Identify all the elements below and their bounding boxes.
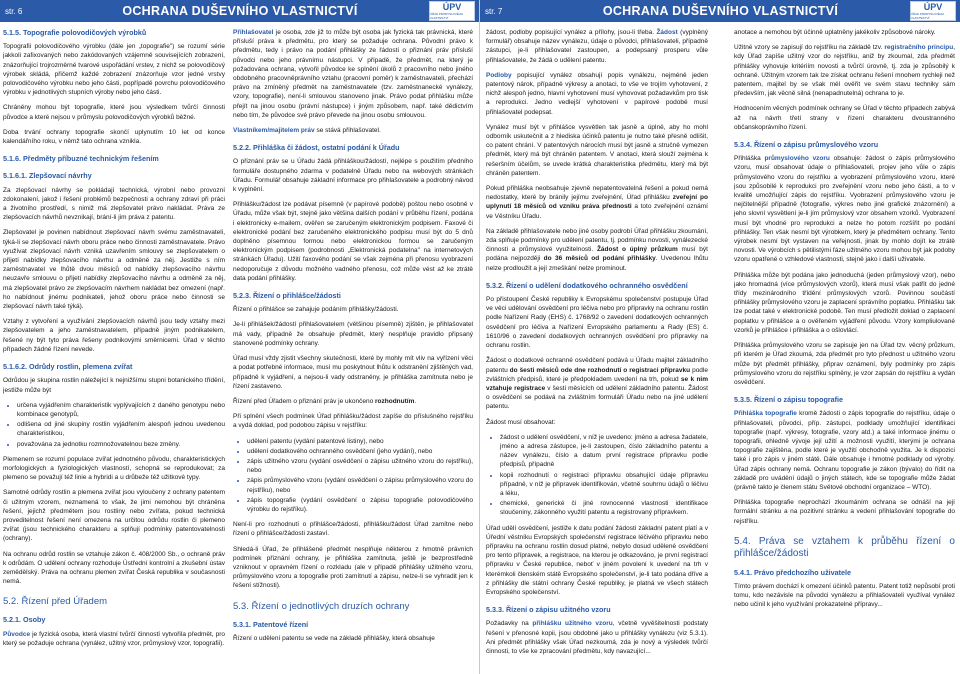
paragraph: Řízení před Úřadem o přiznání práv je ukončeno rozhodnutím. — [233, 397, 417, 405]
upv-logo — [910, 1, 956, 21]
paragraph: Při splnění všech podmínek Úřad přihlášku/žádost zapíše do příslušného rejstříku a vydá doklad, pod podobou zápisu v rejstříku: — [233, 413, 473, 430]
paragraph: Přihláška průmyslového vzoru se zapisuje jen na Úřad tzv. věcný průzkum, při kterém je Úřad zkoumá, zda předmět pro tyto přednost u užitného vzoru může být předmět přihlášky, připrav oznámení, byly podmínky pro zápis průmyslového vzoru do rejstříku splněny, je vzor zapsán do rejstříku a vydán osvědčení. — [734, 342, 955, 386]
column-1 — [486, 28, 708, 672]
paragraph: Úřad musí vždy zjistit všechny skutečnosti, které by mohly mít vliv na vyřízení věci a podat potřebné informace, musí mu poskytnout lhůtu k odstranění zjištěných vad, případně k vyjádření, a nejsou-li vady odstraněny, je přihláška zamítnuta nebo je řízení zastaveno. — [233, 355, 473, 390]
paragraph: Řízení o přihlášce se zahajuje podáním přihlášky/žádosti. — [233, 306, 399, 314]
section-heading: 5.2.3. Řízení o přihlášce/žádosti — [233, 291, 341, 301]
header-title: OCHRANA DUŠEVNÍHO VLASTNICTVÍ — [602, 4, 839, 18]
bullet-list — [3, 401, 225, 449]
paragraph: Za zlepšovací návrhy se pokládají technická, výrobní nebo provozní zdokonalení, jakož i řešení problémů bezpečnosti a ochrany zdraví při práci a životního prostředí, s nimiž má zlepšovatel právo nakládat. Práva ze zlepšovacích návrhů nevznikají, brání-li jim práva z patentu. — [3, 186, 225, 222]
paragraph: anotace a nemohou být účinně uplatněny jakékoliv způsobové nároky. — [734, 29, 936, 36]
chapter-heading: 5.3. Řízení o jednotlivých druzích ochrany — [233, 600, 410, 612]
paragraph: Přihláška topografie kromě žádosti o zápis topografie do rejstříku, údaje o přihlašovateli, původci, příp. zástupci, podklady umožňující identifikaci topografie (např. výkresy, fotografie, vzory atd.) a také informace jinému o topografii, ohledně vývoje její užití a možnosti využití, kterými je ochrana topografie zajištěna, podle které je využití obchodně využita. Je k dispozici také i pro zápis v jiném státě. Dále obsahuje i hmotné podklady od výroby. Úřad zápis ochrany nemá. Ochranu topografie je zákon (bývalo) do řídit na základě pro uvádění údajů o jiných státech, kde se topografie může žádat (právně takto je členem státu Světové obchodní organizace – WTO). — [734, 410, 955, 491]
paragraph: Přihláška může být podána jako jednoduchá (jeden průmyslový vzor), nebo jako hromadná (více průmyslových vzorů), která musí však patřit do jedné třídy mezinárodního třídění průmyslových vzorů. Povinnou součástí přihlášky průmyslového vzoru je zaplacení správního poplatku. Přihlášku tak lze podat také v elektronické podobě. Ten musí předložit doklad o zaplacení poplatku v přihlášce a o ověřeném vyjádření původu. Vzory kompliulované vzorků je přihlášce i přihláška a o ošlovlácí. — [734, 271, 955, 334]
page-number: str. 7 — [485, 6, 503, 16]
header-title: OCHRANA DUŠEVNÍHO VLASTNICTVÍ — [122, 4, 358, 18]
section-heading: 5.1.5. Topografie polovodičových výrobků — [3, 28, 147, 37]
page-header — [480, 0, 960, 22]
list-item: • považována za jednotku rozmnožovatelnou beze změny. — [17, 440, 225, 449]
section-heading: 5.3.4. Řízení o zápisu průmyslového vzoru — [734, 140, 879, 150]
list-item: • zápis užitného vzoru (vydání osvědčení o zápisu užitného vzoru do rejstříku), nebo — [247, 457, 473, 475]
chapter-heading: 5.2. Řízení před Úřadem — [3, 596, 108, 608]
bullet-list — [233, 437, 473, 515]
page-number: str. 6 — [5, 6, 23, 16]
list-item: • udělení dodatkového ochranného osvědčení (jeho vydání), nebo — [247, 447, 473, 456]
paragraph: Je-li přihlášek/žádostí přihlašovatelem (většinou písemně) zjištěn, je přihlašovatel má vady, případně že obsahuje předmět, který nesplňuje pravidlo připsaný stanovené podmínky ochrany. — [233, 321, 473, 347]
paragraph: Užitné vzory se zapisují do rejstříku na základě tzv. registračního principu, kdy Úřad zapíše užitný vzor do rejstříku, aniž by zkoumal, zda předmět přihlášky vyhovuje kritériím novosti a tvůrčí úrovně, tj. zda je způsobilý k ochraně. Užitným vzorem tak lze získat ochranu řešení mnohem rychleji než patentem, majitel by se však měl ověřit ve svém stavu techniky sám především, jak věcně silná (nenapadnutelná) ochrana to je. — [734, 44, 955, 98]
column-1 — [3, 28, 225, 672]
section-heading: 5.1.6.2. Odrůdy rostlin, plemena zvířat — [3, 362, 133, 372]
chapter-heading: 5.4. Práva se vztahem k průběhu řízení o přihlášce/žádosti — [734, 535, 955, 559]
paragraph: Původce je fyzická osoba, která vlastní tvůrčí činností vytvořila předmět, pro který se požaduje ochrana (vynález, užitný vzor, průmyslový vzor, topografii). — [3, 630, 225, 647]
section-heading: 5.3.5. Řízení o zápisu topografie — [734, 395, 844, 405]
paragraph: Odrůdou je skupina rostlin náležející k nejnižšímu stupni botanického třídění, jestliže může být — [3, 377, 225, 394]
column-2 — [233, 28, 473, 672]
paragraph: Požadavky na přihlášku užitného vzoru, včetně vyvěšitelnosti podstaty řešení v přenosné kopii, jsou obdobné jako u přihlášky vynálezu (viz 5.3.1). Ani předmět přihlášky však Úřad nezkoumá, zda je nový a výsledek tvůrčí činnosti, to vše ke zpracování předmětu, kdy navazující... — [486, 620, 708, 655]
section-heading: 5.2.2. Přihláška či žádost, ostatní podání k Úřadu — [233, 143, 400, 153]
paragraph: Doba trvání ochrany topografie skončí uplynutím 10 let od konce kalendářního roku, v němž tato ochrana vznikla. — [3, 128, 225, 146]
list-item: • chemické, generické či jiné rovnocenné vlastnosti identifikace sloučeniny, zákonného využití patentu a registrovaný přípravkem. — [500, 499, 708, 517]
list-item: • zápis topografie (vydání osvědčení o zápisu topografie polovodičového výrobku do rejstříku). — [247, 496, 473, 514]
page-header — [0, 0, 479, 22]
paragraph: Hodnocením věcných podmínek ochrany se Úřad v těchto případech zabývá až na návrh třetí strany v řízení charakteru dvoustranného občanskoprávního řízení. — [734, 105, 955, 131]
paragraph: Topografii polovodičového výrobku (dále jen „topografie") se rozumí série jakkoli zafixovaných nebo zakódovaných vzájemně souvisejících zobrazení, znázorňující trojrozměrné tvarové uspořádání vrstev, z nichž se polovodičový výrobek skládá, přičemž každé zobrazení znázorňuje vzor jedné vrstvy polovodičového výrobku nebo jeho části, popřípadě povrchu polovodičového výrobku v jednotlivých stupních výroby nebo jeho části. — [3, 43, 225, 97]
paragraph: Samotné odrůdy rostlin a plemena zvířat jsou vyloučeny z ochrany patentem či užitným vzorem, neznamená to však, že jimi nemohou být chráněna řešení, jejichž předmětem jsou rostliny nebo zvířata, pokud technická proveditelnost řešení není omezena na určitou odrůdu rostlin či plemeno zvířat (jsou technického charakteru a splňují podmínky patentovatelnosti (ochrany). — [3, 489, 225, 543]
paragraph: Vlastníkem/majitelem práv se stává přihlašovatel. — [233, 127, 381, 135]
list-item: • udělení patentu (vydání patentové listiny), nebo — [247, 437, 473, 446]
paragraph: Plemenem se rozumí populace zvířat jednotného původu, charakteristických morfologických a fyziologických vlastností, schopná se reprodukovat; za plemeno se považují též linie a hybridi a u drůbeže též užitkové typy. — [3, 455, 225, 482]
paragraph: Úřad udělí osvědčení, jestliže k datu podání žádosti základní patent platí a v Úřední věstníku Evropských společenství registrace léčivého přípravku nebo přípravku na ochranu rostlin dosud platné, nebylo dosud udělené osvědčení pro tento přípravek, a registrace, na kterou je odkazováno, je první registrací přípravku v České republice, neboť v jiném povolení k uvedení na trh v kterémkoli členském státě Evropského společenství, je-li tato podána dříve a z přihlášky dle státní ochrany České republiky, je platná ve všech státech Evropského společenství. — [486, 524, 708, 596]
paragraph: Přihláška topografie neprochází zkoumáním ochrana se odnáší na její formální stránku a na pozitivní stránku a vedení přihlašování topografie do rejstříku. — [734, 499, 955, 525]
section-heading: 5.1.6.1. Zlepšovací návrhy — [3, 171, 92, 181]
upv-logo — [429, 1, 475, 21]
page-7 — [480, 0, 960, 674]
list-item: • odlišena od jiné skupiny rostlin vyjádřením alespoň jednou uvedenou charakteristikou, — [17, 420, 225, 438]
paragraph: Není-li pro rozhodnutí o přihlášce/žádosti, přihlášku/žádost Úřad zamítne nebo řízení o přihlášce/žádosti zastaví. — [233, 521, 473, 538]
paragraph: O přiznání práv se u Úřadu žádá přihláškou/žádostí, nejlépe s použitím předního formuláře dostupného zdarma v podatelně Úřadu nebo na webových stránkách Úřadu. Formulář obsahuje základní informace pro přihlašovatele a podrobný návod k vyplnění. — [233, 158, 473, 194]
list-item: • zápis průmyslového vzoru (vydání osvědčení o zápisu průmyslového vzoru do rejstříku), nebo — [247, 476, 473, 494]
paragraph: Tímto právem dochází k omezení účinků patentu. Patent totiž nepůsobí proti tomu, kdo nezávisle na původci vynálezu a přihlašovateli využíval vynález nebo učinil k jeho využívání prokazatelné přípravy... — [734, 582, 955, 609]
list-item: • určena vyjádřením charakteristik vyplývajících z daného genotypu nebo kombinace genotypů, — [17, 401, 225, 419]
section-heading: 5.3.1. Patentové řízení — [233, 619, 309, 629]
paragraph: Zlepšovatel je povinen nabídnout zlepšovací návrh svému zaměstnavateli, týká-li se zlepšovací návrh oboru práce nebo činnosti zaměstnavatele. Právo využívat zlepšovací návrh vzniká uzavřením smlouvy se zlepšovatelem o přijetí nabídky zlepšovacího návrhu a odměně za něj. Jestliže s ním zaměstnavatel ve lhůtě dvou měsíců od nabídky zlepšovacího návrhu neuzavře smlouvu o přijetí nabídky zlepšovacího návrhu a odměně za něj, má zlepšovatel právo ze zlepšovacím návrhem nakládat bez omezení (např. ho nabídnout jinému podnikateli, jehož oboru práce nebo činnosti se zlepšovací návrh také týká). — [3, 229, 225, 311]
paragraph: Chráněny mohou být topografie, které jsou výsledkem tvůrčí činnosti původce a které nejsou v průmyslu polovodičových výrobků běžné. — [3, 104, 225, 121]
logo-text: ÚŘAD PRŮMYSLOVÉHO VLASTNICTVÍ — [911, 11, 944, 20]
paragraph: Vztahy z vytvoření a využívání zlepšovacích návrhů jsou tedy vztahy mezi zlepšovatelem a jeho zaměstnavatelem, případně jiným podnikatelem, řešené ny být tyto práva řešeny podnikovými směrnicemi. Úřad v těchto případech žádné řízení nevede. — [3, 318, 225, 353]
section-heading: 5.2.1. Osoby — [3, 615, 46, 625]
paragraph: Po přistoupení České republiky k Evropskému společenství postupuje Úřad ve věci udělování osvědčení pro léčiva nebo pro přípravky na ochranu rostlin podle Nařízení Rady (EHS) č. 1768/92 o zavedení dodatkových ochranných osvědčení pro léčiva a Nařízení Evropského parlamentu a Rady (ES) č. 1610/96 o zavedení dodatkových ochranných osvědčení pro přípravky na ochranu rostlin. — [486, 296, 708, 350]
paragraph: Podloby popisující vynález obsahují popis vynálezu, nejméně jeden patentový nárok, případně výkresy a anotaci, to vše ve trojím vyhotovení, z nichž alespoň jedno, hlavní vyhotovení musí vyhovovat požadavkům pro tisk a reprodukci. Jedno vedlejší vyhotovení v papírové podobě musí přihlašovatel podepsat. — [486, 71, 708, 116]
section-heading: 5.4.1. Právo předchozího uživatele — [734, 567, 852, 577]
paragraph: Shledá-li Úřad, že přihlášené předmět nesplňuje některou z hmotně právních podmínek přiznání ochrany, je přihláška zamítnuta, ještě je bezprostředně vzniknout v opravném řízení o rozkladu (ale v případě přihlášky užitného vzoru, průmyslového vzoru a topografie proti zamítnutí a zápisu, nelze-li se vyhradit jen k řešení stížnosti). — [233, 545, 473, 590]
paragraph: Přihlašovatel je osoba, zde již to může být osoba jak fyzická tak právnická, které přísluší práva k předmětu, pro který se požaduje ochrana. Původní právo k předmětu, tedy i právo na podání přihlášky ze řádosti o přiznání práv přísluší původci nebo jeho právnímu nástupci. V případě, že předmět, na který je požadována ochrana, vytvořil původce ke splnění úkolů z pracovního nebo jiného obdobného pracovněprávního vztahu (pracovní poměr) k zaměstnavateli, přechází právo na zmíněný předmět na zaměstnavatele (tzv. zaměstnanecké vynálezy, vzory, topografie), není-li smlouvou stanoveno jinak. Právo podat přihlášku může přejít na jinou osobu (právní nástupce) i jiným způsobem, např. také dědictvím nebo tím, že původce své právo převede na jinou osobu smlouvou. — [233, 29, 473, 119]
paragraph: Na ochranu odrůd rostlin se vztahuje zákon č. 408/2000 Sb., o ochraně práv k odrůdám. O udělení ochrany rozhoduje Ústřední kontrolní a zkušební ústav zemědělský. Práva na ochranu plemen zvířat Česká republika v současnosti nemá. — [3, 550, 225, 586]
list-item: • žádost o udělení osvědčení, v níž je uvedeno: jméno a adresa žadatele, jméno a adresa zástupce, je-li zastoupen, číslo základního patentu a název vynálezu, číslo a datum první registrace přípravku podle předpisů, případně — [500, 433, 708, 470]
paragraph: Přihláška průmyslového vzoru obsahuje: žádost o zápis průmyslového vzoru, musí obsahovat údaje o přihlašovateli, projev jeho vůle o zápis průmyslového vzoru do rejstříku a vyobrazení průmyslového vzoru, které jsou způsobilé k reprodukci pro zveřejnění vzoru nebo jeho části, a to v kvalitě umožňující zápis do rejstříku. Vyobrazení průmyslového vzoru je nejčitelnější případně (fotografie, výkres nebo jiné grafické znázornění) a jeho slovní vysvětlení je-li jím průmyslový vzor obsahem vzorků. Vyobrazení musí být vhodné pro reprodukci a nelze ho potom rozšířit po podání přihlášky. Ten však nesmí být výrobkem, který je předmětem ochrany. Tento výrobek nesmí být vystaven na veřejnosti, jinak by mohlo dojít ke ztrátě novosti. Ve výrobcích s pětilistými fáze užitného vzoru mohou být jak podoby vzoru opatřené o vzhledové vlastnosti, stejně jako i další uživatele. — [734, 155, 955, 264]
paragraph: Žádost musí obsahovat: — [486, 418, 556, 426]
upv-logo-icon: ÚPV — [442, 1, 462, 12]
paragraph: Řízení o udělení patentu se vede na základě přihlášky, která obsahuje — [233, 634, 435, 642]
paragraph: Pokud přihláška neobsahuje zjevně nepatentovatelná řešení a pokud nemá nedostatky, které by bránily jejímu zveřejnění, Úřad přihlášku zveřejní po uplynutí 18 měsíců od vzniku práva přednosti a toto zveřejnění oznámí ve Věstníku Úřadu. — [486, 185, 708, 220]
upv-logo-icon: ÚPV — [923, 1, 943, 12]
paragraph: Žádost o dodatkové ochranné osvědčení podává u Úřadu majitel základního patentu do šesti měsíců ode dne rozhodnutí o registraci přípravku podle zvláštních předpisů, které je předpokladem uvedení na trh, pokud se k nim vztahuje registrace v šesti měsících od udělení základního patentu. Žádost o osvědčení se podává na zvláštním formuláři Úřadu nebo na jiné udělení patentu. — [486, 357, 708, 411]
logo-text: ÚŘAD PRŮMYSLOVÉHO VLASTNICTVÍ — [430, 11, 463, 20]
section-heading: 5.3.3. Řízení o zápisu užitného vzoru — [486, 605, 611, 615]
section-heading: 5.1.6. Předměty příbuzné technickým řešením — [3, 154, 159, 164]
paragraph: žádost, podloby popisující vynález a přílohy, jsou-li třeba. Žádost (vyplněný formulář) obsahuje název vynálezu, údaje o původci, přihlašovateli, případně zástupci, je-li přihlašovatel zastoupen, a podepsaný prosperu vůle přihlašovatele, že žádá o udělení patentu. — [486, 29, 708, 64]
paragraph: Přihlášku/žádost lze podávat písemně (v papírové podobě) poštou nebo osobně v Úřadu, může však být, stejně jako většina dalších podání v průběhu řízení, podána i elektronicky e-mailem, ověřen se zaručeným elektronickým podpisem. Faxové či elektronické podání bez zaručeného elektronického podpisu musí být do 5 dnů doplněno písemnou formou nebo elektronickou formou se zaručeným elektronickým podpisem (podrobnosti „Elektronická podatelna" na internetových stránkách Úřadu). Užití faxového podání se však zejména při přenosu vyobrazení nedoporučuje z důvodu možného vadného přenosu, což může vést až ke ztrátě data podání přihlášky. — [233, 201, 473, 282]
paragraph: Na základě přihlašovatele nebo jiné osoby podrobí Úřad přihlášku zkoumání, zda splňuje podmínky pro udělení patentu, tj. podmínku novosti, vynálezecké činnosti a průmyslové využitelnosti. Žádost o úplný průzkum musí být podána nejpozději do 36 měsíců od podání přihlášky. Uvedenou lhůtu nelze prodloužit a její zmeškání nelze prominout. — [486, 227, 708, 272]
paragraph: Vynález musí být v přihlášce vysvětlen tak jasně a úplně, aby ho mohl odborník uskutečnit a z hlediska účinků patentu je nutno také přesně odlišit, co patent chrání. V patentových nárocích musí být jasně a stručně vymezen předmět, který má být chráněn patentem. V anotaci, která slouží zejména k rešeršním účelům, se uvede krátká charakteristika předmětu, který má být chráněn patentem. — [486, 123, 708, 177]
section-heading: 5.3.2. Řízení o udělení dodatkového ochranného osvědčení — [486, 280, 688, 290]
bullet-list — [486, 433, 708, 518]
list-item: • kopii rozhodnutí o registraci přípravku obsahující údaje přípravku případně, v níž je připravek identifikován, včetně souhrnu údajů o léčivu a léku, — [500, 471, 708, 499]
column-2 — [734, 28, 955, 672]
